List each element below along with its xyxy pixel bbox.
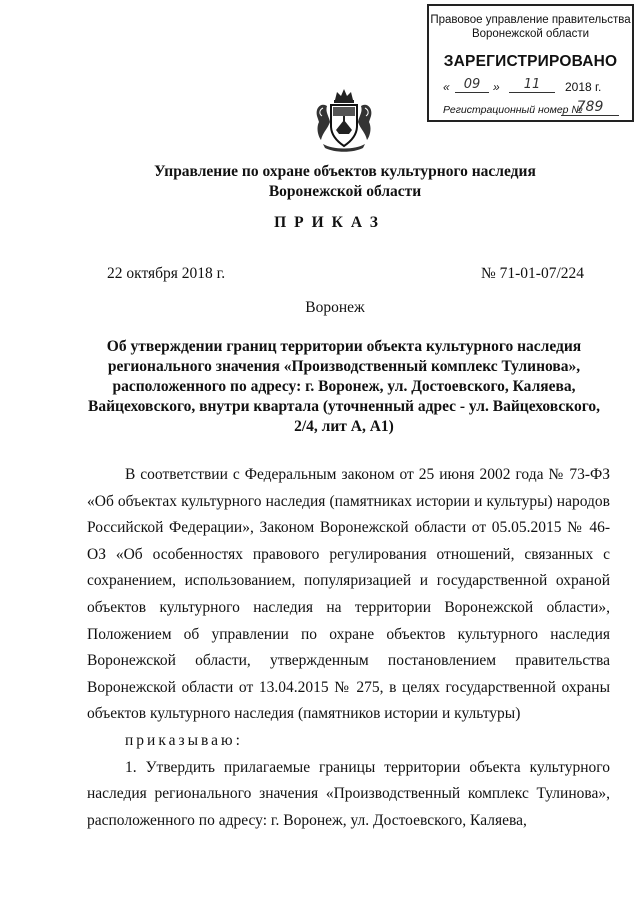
coat-of-arms-icon bbox=[313, 86, 375, 154]
document-date: 22 октября 2018 г. bbox=[107, 265, 226, 282]
order-item-1: 1. Утвердить прилагаемые границы территории объекта культурного наследия регионального значения «Производственный комплекс Тулинова», расположенного по адресу: г. Воронеж, ул. Достоевского, Каляева, bbox=[87, 758, 610, 829]
authority-name: Управление по охране объектов культурного наследия Воронежской области bbox=[154, 163, 536, 200]
stamp-reg-number-label: Регистрационный номер № bbox=[443, 104, 583, 116]
document-city: Воронеж bbox=[305, 299, 365, 316]
order-word: приказываю: bbox=[125, 731, 243, 749]
body-paragraph-preamble: В соответствии с Федеральным законом от 25 июня 2002 года № 73-ФЗ «Об объектах культурного наследия (памятниках истории и культуры) народов Российской Федерации», Законом Воронежской области от 05.05.2015 № 46-ОЗ «Об особенностях правового регулирования отношений, связанных с сохранением, использованием, популяризацией и государственной охраной объектов культурного наследия на территории Воронежской области», Положением об управлении по охране объектов культурного наследия Воронежской области, утвержденным постановлением правительства Воронежской области от 13.04.2015 № 275, в целях государственной охраны объектов культурного наследия (памятников истории и культуры) bbox=[87, 466, 610, 723]
stamp-year: 2018 г. bbox=[565, 80, 602, 94]
document-type: ПРИКАЗ bbox=[274, 214, 386, 231]
document-number: № 71-01-07/224 bbox=[480, 265, 584, 282]
document-body bbox=[87, 462, 610, 834]
stamp-month: 11 bbox=[509, 77, 555, 93]
stamp-organization: Правовое управление правительства Воронежской области bbox=[430, 14, 631, 40]
stamp-reg-number: 789 bbox=[561, 99, 619, 116]
registration-stamp bbox=[427, 4, 634, 122]
stamp-day: 09 bbox=[455, 77, 489, 93]
document-title: Об утверждении границ территории объекта культурного наследия регионального значения «Производственный комплекс Тулинова», расположенного по адресу: г. Воронеж, ул. Достоевского, Каляева, Вайцеховского, внутри квартала (уточненный адрес - ул. Вайцеховского, 2/4, лит А, А1) bbox=[88, 338, 600, 435]
stamp-registered-label: ЗАРЕГИСТРИРОВАНО bbox=[443, 53, 618, 70]
stamp-date: « 09 » 11 2018 г. bbox=[443, 77, 602, 94]
